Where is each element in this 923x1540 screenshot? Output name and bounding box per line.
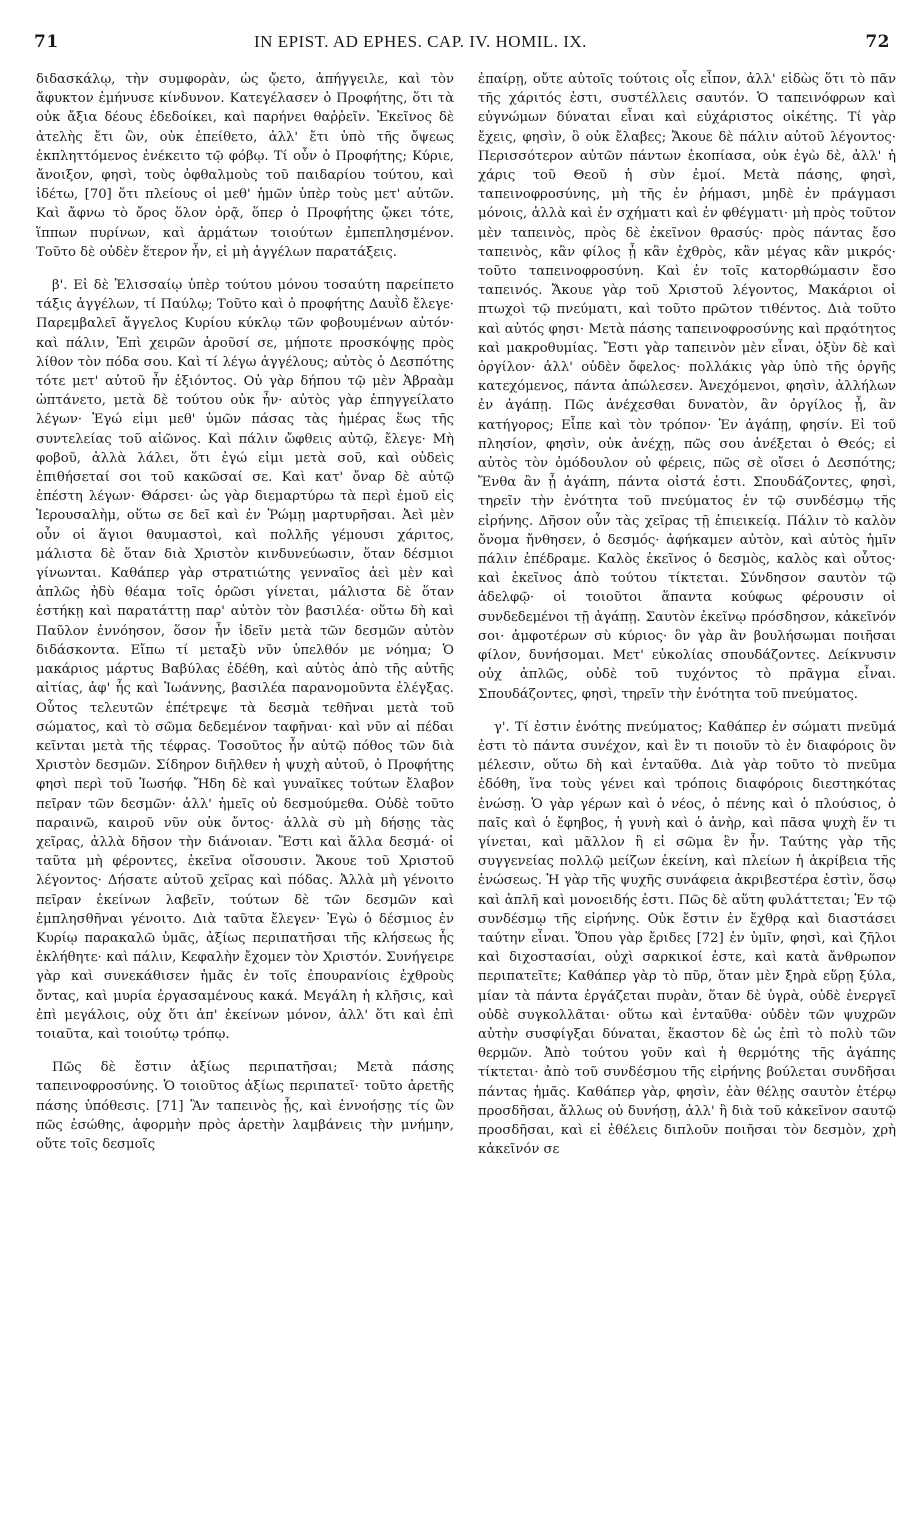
running-title: IN EPIST. AD EPHES. CAP. IV. HOMIL. IX. — [254, 32, 587, 51]
paragraph: διδασκάλῳ, τὴν συμφορὰν, ὡς ᾤετο, ἀπήγγειλε, καὶ τὸν ἄφυκτον ἐμήνυσε κίνδυνον. Κατεγέλασεν ὁ Προφήτης, ὅτι τὰ οὐκ ἄξια δέους ἐδεδοίκει, καὶ παρήνει θαῤῥεῖν. Ἐκεῖνος δὲ ἀτελὴς ἔτι ὢν, οὐκ ἐπείθετο, ἀλλ' ἔτι ὑπὸ τῆς ὄψεως ἐκπληττόμενος ἐνέκειτο τῷ φόβῳ. Τί οὖν ὁ Προφήτης; Κύριε, ἄνοιξον, φησὶ, τοὺς ὀφθαλμοὺς τοῦ παιδαρίου τούτου, καὶ ἰδέτω, [70] ὅτι πλείους οἱ μεθ' ἡμῶν ὑπὲρ τοὺς μετ' αὐτῶν. Καὶ ἄφνω τὸ ὄρος ὅλον ὁρᾷ, ὅπερ ὁ Προφήτης ᾤκει τότε, ἵππων πυρίνων, καὶ ἁρμάτων τοιούτων ἐμπεπλησμένον. Τοῦτο δὲ οὐδὲν ἕτερον ἦν, εἰ μὴ ἀγγέλων παρατάξεις. — [36, 72, 454, 260]
section-paragraph: β'. Εἰ δὲ Ἐλισσαίῳ ὑπὲρ τούτου μόνου τοσαύτη παρείπετο τάξις ἀγγέλων, τί Παύλῳ; Τοῦτο καὶ ὁ προφήτης Δαυῒδ ἔλεγε· Παρεμβαλεῖ ἄγγελος Κυρίου κύκλῳ τῶν φοβουμένων αὐτόν· καὶ πάλιν, Ἐπὶ χειρῶν ἀροῦσί σε, μήποτε προσκόψῃς πρὸς λίθον τὸν πόδα σου. Καὶ τί λέγω ἀγγέλους; αὐτὸς ὁ Δεσπότης τότε μετ' αὐτοῦ ἦν ἐξιόντος. Οὐ γὰρ δήπου τῷ μὲν Ἀβραὰμ ὠπτάνετο, μετὰ δὲ τούτου οὐκ ἦν· αὐτὸς γὰρ ἐπηγγείλατο λέγων· Ἐγώ εἰμι μεθ' ὑμῶν πάσας τὰς ἡμέρας ἕως τῆς συντελείας τοῦ αἰῶνος. Καὶ πάλιν ὤφθεις αὐτῷ, ἔλεγε· Μὴ φοβοῦ, ἀλλὰ λάλει, ὅτι ἐγώ εἰμι μετὰ σοῦ, καὶ οὐδεὶς ἐπιθήσεταί σοι τοῦ κακῶσαί σε. Καὶ κατ' ὄναρ δὲ αὐτῷ ἐπέστη λέγων· Θάρσει· ὡς γὰρ διεμαρτύρω τὰ περὶ ἐμοῦ εἰς Ἱερουσαλὴμ, οὕτω σε δεῖ καὶ ἐν Ῥώμῃ μαρτυρῆσαι. Ἀεὶ μὲν οὖν οἱ ἅγιοι θαυμαστοὶ, καὶ πολλῆς γέμουσι χάριτος, μάλιστα δὲ ὅταν διὰ Χριστὸν κινδυνεύωσιν, ὅταν δέσμιοι γίνωνται. Καθάπερ γὰρ στρατιώτης γενναῖος ἀεὶ μὲν καὶ ἁπλῶς ἡδὺ θέαμα τοῖς ὁρῶσι γίνεται, μάλιστα δὲ ὅταν ἑστήκῃ καὶ παρατάττῃ παρ' αὐτὸν τὸν βασιλέα· οὕτω δὴ καὶ Παῦλον ἐννόησον, ὅσον ἦν ἰδεῖν μετὰ τῶν δεσμῶν αὐτὸν διδάσκοντα. Εἴπω τί μεταξὺ νῦν ὑπελθόν με νόημα; Ὁ μακάριος μάρτυς Βαβύλας ἐδέθη, καὶ αὐτὸς ἀπὸ τῆς αὐτῆς αἰτίας, ἀφ' ἧς καὶ Ἰωάννης, βασιλέα παρανομοῦντα ἐλέγξας. Οὗτος τελευτῶν ἐπέτρεψε τὰ δεσμὰ τεθῆναι μετὰ τοῦ σώματος, καὶ τὸ σῶμα δεδεμένον ταφῆναι· καὶ νῦν αἱ πέδαι κεῖνται μετὰ τῆς τέφρας. Τοσοῦτος ἦν αὐτῷ πόθος τῶν διὰ Χριστὸν δεσμῶν. Σίδηρον διῆλθεν ἡ ψυχὴ αὐτοῦ, ὁ Προφήτης φησὶ περὶ τοῦ Ἰωσήφ. Ἤδη δὲ καὶ γυναῖκες τούτων ἔλαβον πεῖραν τῶν δεσμῶν· ἀλλ' ἡμεῖς οὐ δεσμούμεθα. Οὐδὲ τοῦτο παραινῶ, καιροῦ νῦν οὐκ ὄντος· ἀλλὰ σὺ μὴ δήσῃς τὰς χεῖρας, ἀλλὰ δῆσον τὴν διάνοιαν. Ἔστι καὶ ἄλλα δεσμά· οἱ ταῦτα μὴ φέροντες, ἐκεῖνα οἴσουσιν. Ἄκουε τοῦ Χριστοῦ λέγοντος· Δήσατε αὐτοῦ χεῖρας καὶ πόδας. Ἀλλὰ μὴ γένοιτο πεῖραν ἐκείνων λαβεῖν, τούτων δὲ τῶν δεσμῶν καὶ ἐμπλησθῆναι γένοιτο. Διὰ ταῦτα ἔλεγεν· Ἐγὼ ὁ δέσμιος ἐν Κυρίῳ παρακαλῶ ὑμᾶς, ἀξίως περιπατῆσαι τῆς κλήσεως ἧς ἐκλήθητε· καὶ πάλιν, Κεφαλὴν ἔχομεν τὸν Χριστόν. Συνήγειρε γὰρ καὶ συνεκάθισεν ἡμᾶς ἐν τοῖς ἐπουρανίοις ἐχθροὺς ὄντας, καὶ μυρία ἐργασαμένους κακά. Μεγάλη ἡ κλῆσις, καὶ ἐπὶ μεγάλοις, οὐχ ὅτι ἀπ' ἐκείνων μόνον, ἀλλ' ὅτι καὶ ἐπὶ τοιαῦτα, καὶ τοιούτῳ τρόπῳ. — [36, 278, 454, 1042]
left-column — [36, 70, 454, 1154]
page-number-left: 71 — [34, 32, 59, 52]
right-column — [478, 70, 896, 1159]
paragraph: ἐπαίρῃ, οὔτε αὐτοῖς τούτοις οἷς εἶπον, ἀλλ' εἰδὼς ὅτι τὸ πᾶν τῆς χάριτός ἐστι, συστέλλεις σαυτόν. Ὁ ταπεινόφρων καὶ εὐγνώμων δύναται εἶναι καὶ εὐχάριστος οἰκέτης. Τί γὰρ ἔχεις, φησὶν, ὃ οὐκ ἔλαβες; Ἄκουε δὲ πάλιν αὐτοῦ λέγοντος· Περισσότερον αὐτῶν πάντων ἐκοπίασα, οὐκ ἐγὼ δὲ, ἀλλ' ἡ χάρις τοῦ Θεοῦ ἡ σὺν ἐμοί. Μετὰ πάσης, φησὶ, ταπεινοφροσύνης, μὴ τῆς ἐν ῥήμασι, μηδὲ ἐν πράγμασι μόνοις, ἀλλὰ καὶ ἐν σχήματι καὶ ἐν φθέγματι· μὴ πρὸς τοῦτον μὲν ταπεινὸς, πρὸς δὲ ἐκεῖνον θρασύς· πρὸς πάντας ἔσο ταπεινὸς, κἂν φίλος ᾖ κἂν ἐχθρὸς, κἂν μέγας κἂν μικρός· τοῦτο ταπεινοφροσύνη. Καὶ ἐν τοῖς κατορθώμασιν ἔσο ταπεινός. Ἄκουε γὰρ τοῦ Χριστοῦ λέγοντος, Μακάριοι οἱ πτωχοὶ τῷ πνεύματι, καὶ τοῦτο πρῶτον τιθέντος. Διὰ τοῦτο καὶ αὐτός φησι· Μετὰ πάσης ταπεινοφροσύνης καὶ πρᾳότητος καὶ μακροθυμίας. Ἔστι γὰρ ταπεινὸν μὲν εἶναι, ὀξὺν δὲ καὶ ὀργίλον· ἀλλ' οὐδὲν ὄφελος· πολλάκις γὰρ ὑπὸ τῆς ὀργῆς κατεχόμενος, πάντα ἀπώλεσεν. Ἀνεχόμενοι, φησὶν, ἀλλήλων ἐν ἀγάπῃ. Πῶς ἀνέχεσθαι δυνατὸν, ἂν ὀργίλος ᾖ, ἂν κατήγορος; Εἶπε καὶ τὸν τρόπον· Ἐν ἀγάπῃ, φησίν. Εἰ τοῦ πλησίον, φησὶν, οὐκ ἀνέχῃ, πῶς σου ἀνέξεται ὁ Θεός; εἰ αὐτὸς τὸν ὁμόδουλον οὐ φέρεις, πῶς σὲ οἴσει ὁ Δεσπότης; Ἔνθα ἂν ᾖ ἀγάπη, πάντα οἰστά ἐστι. Σπουδάζοντες, φησὶ, τηρεῖν τὴν ἑνότητα τοῦ πνεύματος ἐν τῷ συνδέσμῳ τῆς εἰρήνης. Δῆσον οὖν τὰς χεῖρας τῇ ἐπιεικείᾳ. Πάλιν τὸ καλὸν ὄνομα ἤνθησεν, ὁ δεσμός· ἀφήκαμεν αὐτὸν, καὶ αὐτὸς ἡμῖν πάλιν ἐπέδραμε. Καλὸς ἐκεῖνος ὁ δεσμὸς, καλὸς καὶ οὗτος· καὶ ἐκεῖνος ἀπὸ τούτου τίκτεται. Σύνδησον σαυτὸν τῷ ἀδελφῷ· οἱ τοιοῦτοι ἅπαντα κούφως φέρουσιν οἱ συνδεδεμένοι τῇ ἀγάπῃ. Σαυτὸν ἐκεῖνῳ πρόσδησον, κἀκεῖνόν σοι· ἀμφοτέρων σὺ κύριος· ὃν γὰρ ἂν βουλήσωμαι ποιῆσαι φίλον, δυνήσομαι. Μετ' εὐκολίας σπουδάζοντες. Δείκνυσιν οὐχ ἁπλῶς, οὐδὲ τοῦ τυχόντος τὸ πρᾶγμα εἶναι. Σπουδάζοντες, φησὶ, τηρεῖν τὴν ἑνότητα τοῦ πνεύματος. — [478, 72, 896, 702]
column-gutter — [456, 70, 457, 1510]
section-paragraph: Πῶς δὲ ἔστιν ἀξίως περιπατῆσαι; Μετὰ πάσης ταπεινοφροσύνης. Ὁ τοιοῦτος ἀξίως περιπατεῖ· τοῦτο ἀρετῆς πάσης ὑπόθεσις. [71] Ἂν ταπεινὸς ᾖς, καὶ ἐννοήσῃς τίς ὢν πῶς ἐσώθης, ἀφορμὴν πρὸς ἀρετὴν λαμβάνεις τὴν μνήμην, οὔτε τοῖς δεσμοῖς — [36, 1060, 454, 1152]
section-paragraph: γ'. Τί ἐστιν ἑνότης πνεύματος; Καθάπερ ἐν σώματι πνεῦμά ἐστι τὸ πάντα συνέχον, καὶ ἓν τι ποιοῦν τὸ ἐν διαφόροις ὂν μέλεσιν, οὕτω δὴ καὶ ἐνταῦθα. Διὰ γὰρ τοῦτο τὸ πνεῦμα ἐδόθη, ἵνα τοὺς γένει καὶ τρόποις διαφόροις διεστηκότας ἑνώσῃ. Ὁ γὰρ γέρων καὶ ὁ νέος, ὁ πένης καὶ ὁ πλούσιος, ὁ παῖς καὶ ὁ ἔφηβος, ἡ γυνὴ καὶ ὁ ἀνὴρ, καὶ πᾶσα ψυχὴ ἕν τι γίνεται, καὶ μᾶλλον ἢ εἰ σῶμα ἓν ἦν. Ταύτης γὰρ τῆς συγγενείας πολλῷ μείζων ἐκείνη, καὶ πλείων ἡ ἀκρίβεια τῆς ἑνώσεως. Ἡ γὰρ τῆς ψυχῆς συνάφεια ἀκριβεστέρα ἐστὶν, ὅσῳ καὶ ἁπλῆ καὶ μονοειδής ἐστι. Πῶς δὲ αὕτη φυλάττεται; Ἐν τῷ συνδέσμῳ τῆς εἰρήνης. Οὐκ ἔστιν ἐν ἔχθρᾳ καὶ διαστάσει ταύτην εἶναι. Ὅπου γὰρ ἔριδες [72] ἐν ὑμῖν, φησὶ, καὶ ζῆλοι καὶ διχοστασίαι, οὐχὶ σαρκικοί ἐστε, καὶ κατὰ ἄνθρωπον περιπατεῖτε; Καθάπερ γὰρ τὸ πῦρ, ὅταν μὲν ξηρὰ εὕρῃ ξύλα, μίαν τὰ πάντα ἐργάζεται πυρὰν, ὅταν δὲ ὑγρὰ, οὐδὲ ἐνεργεῖ οὐδὲ συγκολλᾶται· οὕτω καὶ ἐνταῦθα· οὐδὲν τῶν ψυχρῶν αὐτὴν συσφίγξαι δύναται, ἕκαστον δὲ ὡς ἐπὶ τὸ πολὺ τῶν θερμῶν. Ἀπὸ τούτου γοῦν καὶ ἡ θερμότης τῆς ἀγάπης τίκτεται· ἀπὸ τοῦ συνδέσμου τῆς εἰρήνης βούλεται συνδῆσαι πάντας ἡμᾶς. Καθάπερ γὰρ, φησὶν, ἐὰν θέλῃς σαυτὸν ἑτέρῳ προσδῆσαι, ἄλλως οὐ δυνήσῃ, ἀλλ' ἢ διὰ τοῦ κἀκεῖνον σαυτῷ προσδῆσαι, καὶ εἰ ἐθέλεις διπλοῦν ποιῆσαι τὸν δεσμὸν, χρὴ κἀκεῖνόν σε — [478, 719, 896, 1158]
running-header — [28, 32, 890, 58]
page-number-right: 72 — [865, 32, 890, 52]
